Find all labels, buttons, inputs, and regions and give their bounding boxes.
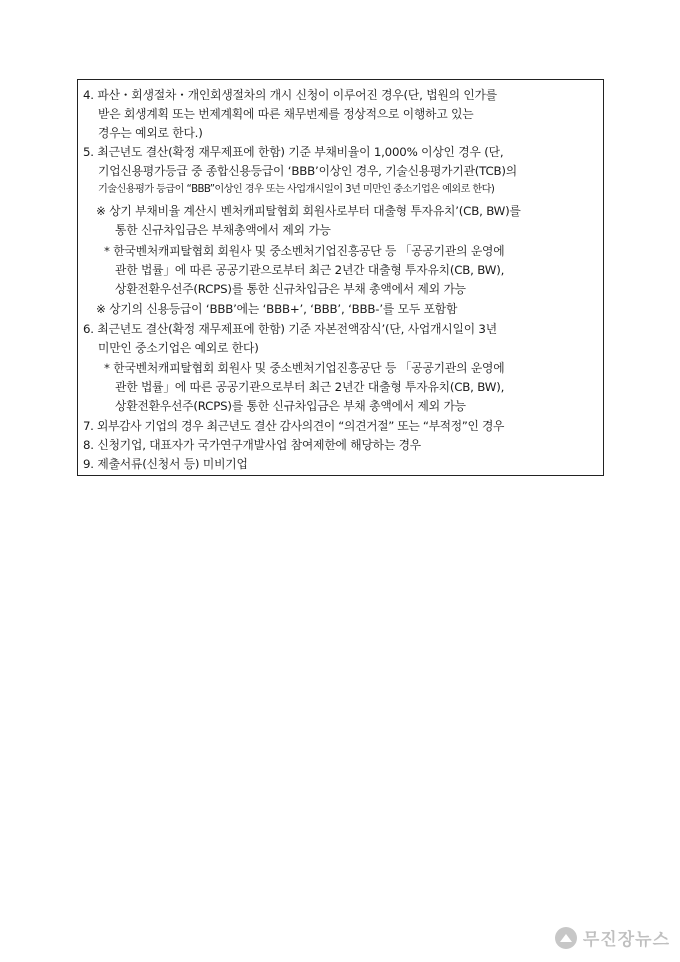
item-5-note-1-line-1: ※ 상기 부채비율 계산시 벤처캐피탈협회 회원사로부터 대출형 투자유치’(CB, BW)를: [96, 204, 521, 218]
item-8: 8. 신청기업, 대표자가 국가연구개발사업 참여제한에 해당하는 경우: [83, 438, 421, 452]
item-4-line-2: 받은 회생계획 또는 번제계획에 따른 채무번제를 정상적으로 이행하고 있는: [98, 107, 474, 121]
item-5-line-3: 기술신용평가 등급이 “BBB”이상인 경우 또는 사업개시일이 3년 미만인 중소기업은 예외로 한다): [98, 184, 495, 195]
item-6-footnote-line-3: 상환전환우선주(RCPS)를 통한 신규차입금은 부채 총액에서 제외 가능: [115, 399, 466, 413]
item-9: 9. 제출서류(신청서 등) 미비기업: [83, 457, 248, 471]
item-5-note-2: ※ 상기의 신용등급이 ‘BBB’에는 ‘BBB+’, ‘BBB’, ‘BBB-’를 모두 포함함: [96, 302, 458, 316]
mountain-logo-icon: [555, 927, 577, 949]
item-6-footnote-line-1: * 한국벤처캐피탈협회 회원사 및 중소벤처기업진흥공단 등 「공공기관의 운영에: [104, 361, 505, 375]
watermark-text: 무진장뉴스: [582, 930, 670, 950]
item-5-note-1-line-2: 통한 신규차입금은 부채총액에서 제외 가능: [115, 223, 331, 237]
item-5-footnote-line-2: 관한 법률」에 따른 공공기관으로부터 최근 2년간 대출형 투자유치(CB, BW),: [115, 263, 505, 277]
item-6-line-2: 미만인 중소기업은 예외로 한다): [98, 341, 259, 355]
item-4-line-1: 4. 파산・회생절차・개인회생절차의 개시 신청이 이루어진 경우(단, 법원의 인가를: [83, 88, 497, 102]
item-5-line-1: 5. 최근년도 결산(확정 재무제표에 한함) 기준 부채비율이 1,000% 이상인 경우 (단,: [83, 145, 504, 159]
exclusion-criteria-box: [77, 79, 604, 476]
watermark: [555, 925, 670, 950]
item-4-line-3: 경우는 예외로 한다.): [98, 126, 203, 140]
item-5-line-2: 기업신용평가등급 중 종합신용등급이 ‘BBB’이상인 경우, 기술신용평가기관(TCB)의: [98, 164, 518, 178]
item-5-footnote-line-3: 상환전환우선주(RCPS)를 통한 신규차입금은 부채 총액에서 제외 가능: [115, 282, 466, 296]
item-6-line-1: 6. 최근년도 결산(확정 재무제표에 한함) 기준 자본전액잠식’(단, 사업개시일이 3년: [83, 322, 497, 336]
item-6-footnote-line-2: 관한 법률」에 따른 공공기관으로부터 최근 2년간 대출형 투자유치(CB, BW),: [115, 380, 505, 394]
item-5-footnote-line-1: * 한국벤처캐피탈협회 회원사 및 중소벤처기업진흥공단 등 「공공기관의 운영에: [104, 244, 505, 258]
item-7: 7. 외부감사 기업의 경우 최근년도 결산 감사의견이 “의견거절” 또는 “부적정”인 경우: [83, 419, 505, 433]
